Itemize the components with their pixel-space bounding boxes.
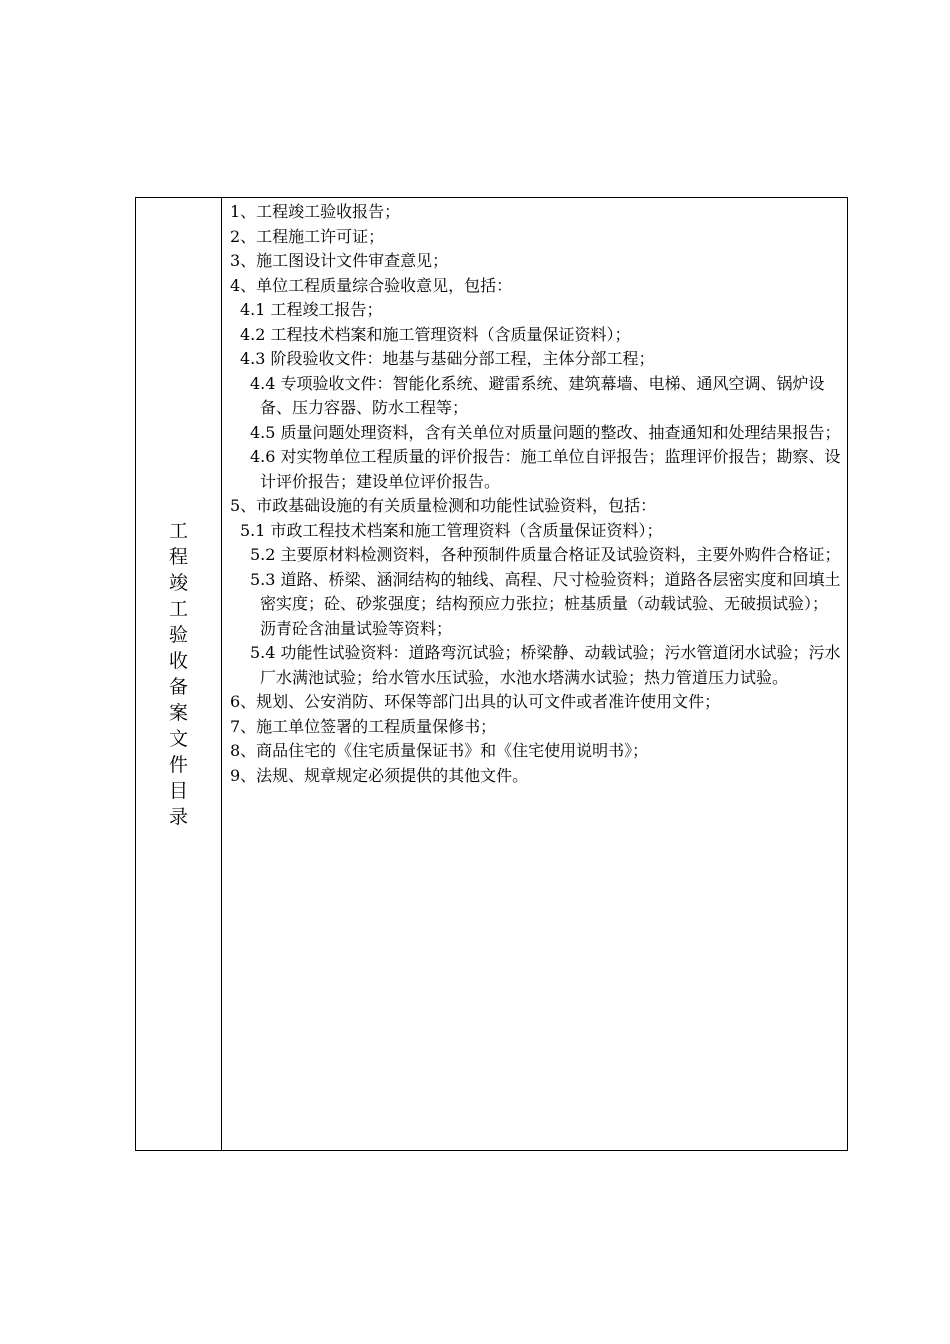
list-subitem: 5.1 市政工程技术档案和施工管理资料（含质量保证资料）； <box>240 520 663 540</box>
list-subitem: 5.3 道路、桥梁、涵洞结构的轴线、高程、尺寸检验资料；道路各层密实度和回填土密实度；砼、砂浆强度；结构预应力张拉；桩基质量（动载试验、无破损试验）；沥青砼含油量试验等资料； <box>250 569 841 638</box>
list-subitem: 5.4 功能性试验资料：道路弯沉试验；桥梁静、动载试验；污水管道闭水试验；污水厂水满池试验；给水管水压试验，水池水塔满水试验；热力管道压力试验。 <box>250 643 841 687</box>
filing-table <box>135 197 848 1151</box>
list-item: 1、工程竣工验收报告； <box>230 202 401 221</box>
list-item: 4、单位工程质量综合验收意见，包括： <box>230 275 513 295</box>
title-cell <box>136 198 222 1150</box>
contents-cell <box>222 198 847 1150</box>
list-subitem: 4.2 工程技术档案和施工管理资料（含质量保证资料）； <box>240 324 631 344</box>
list-subitem: 4.6 对实物单位工程质量的评价报告：施工单位自评报告；监理评价报告；勘察、设计评价报告；建设单位评价报告。 <box>250 447 841 491</box>
list-subitem: 4.5 质量问题处理资料，含有关单位对质量问题的整改、抽查通知和处理结果报告； <box>250 422 841 442</box>
vertical-title: 工程竣工验收备案文件目录 <box>168 520 188 828</box>
list-item: 5、市政基础设施的有关质量检测和功能性试验资料，包括： <box>230 496 657 515</box>
list-item: 9、法规、规章规定必须提供的其他文件。 <box>230 765 529 785</box>
list-item: 6、规划、公安消防、环保等部门出具的认可文件或者准许使用文件； <box>230 692 721 711</box>
list-subitem: 4.4 专项验收文件：智能化系统、避雷系统、建筑幕墙、电梯、通风空调、锅炉设备、压力容器、防水工程等； <box>250 373 825 417</box>
list-subitem: 5.2 主要原材料检测资料，各种预制件质量合格证及试验资料，主要外购件合格证； <box>250 545 841 564</box>
list-subitem: 4.1 工程竣工报告； <box>240 300 383 319</box>
list-item: 7、施工单位签署的工程质量保修书； <box>230 716 497 736</box>
list-subitem: 4.3 阶段验收文件：地基与基础分部工程，主体分部工程； <box>240 349 655 368</box>
list-item: 2、工程施工许可证； <box>230 226 385 246</box>
list-item: 8、商品住宅的《住宅质量保证书》和《住宅使用说明书》； <box>230 741 649 760</box>
list-item: 3、施工图设计文件审查意见； <box>230 251 449 270</box>
